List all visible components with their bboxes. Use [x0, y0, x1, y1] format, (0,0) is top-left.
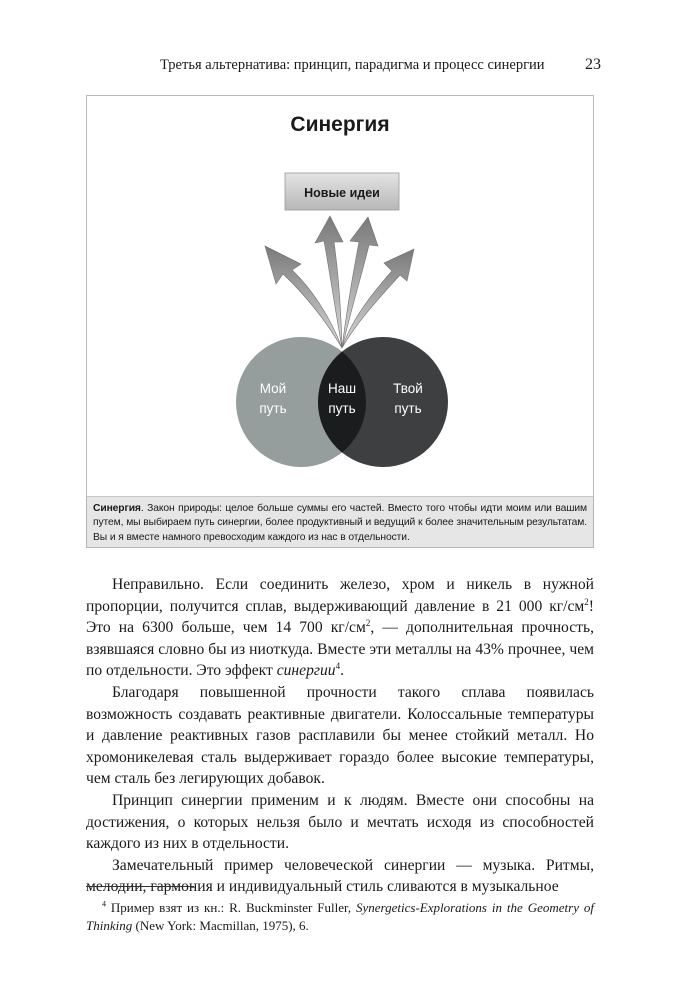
paragraph-2: Благодаря повышенной прочности такого сплава появилась возможность создавать реактивные двигатели. Колоссальные температуры и давление реактивных газов расплавили бы менее стойкий металл. Но хромоникелевая сталь выдерживает гораздо более высокие температуры, чем сталь без легирующих добавок. — [86, 683, 594, 788]
right-label-2: путь — [394, 401, 422, 416]
paragraph-4: Замечательный пример человеческой синергии — музыка. Ритмы, мелодии, гармония и индивидуальный стиль сливаются в музыкальное — [86, 856, 594, 896]
figure-caption — [87, 496, 593, 547]
p1-part-c: , — дополнительная прочность, взявшаяся словно бы из ниоткуда. Вместе эти металлы на 43% прочнее, чем по отдельности. Это эффект — [86, 619, 594, 680]
p1-sup-1: 2 — [584, 596, 589, 607]
new-ideas-label: Новые идеи — [304, 186, 380, 200]
footnote-text-b: (New York: Macmillan, 1975), 6. — [132, 918, 309, 933]
p1-footnote-ref: 4 — [335, 661, 341, 672]
right-label-1: Твой — [393, 381, 423, 396]
running-head: Третья альтернатива: принцип, парадигма и процесс синергии — [160, 57, 545, 73]
footnote-book-title: Synergetics-Explorations in the Geometry of Thinking — [86, 900, 594, 933]
caption-bold: Синергия — [93, 503, 141, 514]
body-text — [86, 574, 594, 898]
p1-italic: синергии — [276, 662, 336, 680]
p1-part-b: ! Это на 6300 больше, чем 14 700 кг/см — [86, 597, 594, 637]
paragraph-1 — [86, 574, 594, 682]
p1-part-d: . — [340, 662, 344, 680]
footnote-marker: 4 — [102, 899, 106, 909]
left-label-2: путь — [259, 401, 287, 416]
figure-title: Синергия — [290, 113, 390, 136]
new-ideas-box — [285, 173, 399, 210]
left-label-1: Мой — [259, 381, 287, 396]
middle-label-2: путь — [328, 401, 356, 416]
footnote-rule — [86, 886, 194, 887]
synergy-diagram — [87, 96, 592, 496]
footnote — [86, 899, 594, 935]
p1-sup-2: 2 — [365, 618, 371, 628]
caption-text: . Закон природы: целое больше суммы его частей. Вместо того чтобы идти моим или вашим путем, мы выбираем путь синергии, более продуктивный и ведущий к более значительным результатам. Вы и я вместе намного превосходим каждого из нас в отдельности. — [93, 503, 587, 543]
synergy-figure — [86, 95, 594, 548]
footnote-text-a: Пример взят из кн.: R. Buckminster Fuller, — [106, 900, 357, 915]
page-number: 23 — [585, 56, 601, 73]
arrows — [265, 216, 414, 348]
arrow-center-right — [342, 217, 378, 348]
middle-label-1: Наш — [327, 381, 357, 396]
paragraph-3: Принцип синергии применим и к людям. Вместе они способны на достижения, о которых нельзя было и мечтать исходя из способностей каждого из них в отдельности. — [86, 791, 594, 853]
p1-part-a: Неправильно. Если соединить железо, хром и никель в нужной пропорции, получится сплав, выдерживающий давление в 21 000 кг/см — [86, 576, 594, 615]
